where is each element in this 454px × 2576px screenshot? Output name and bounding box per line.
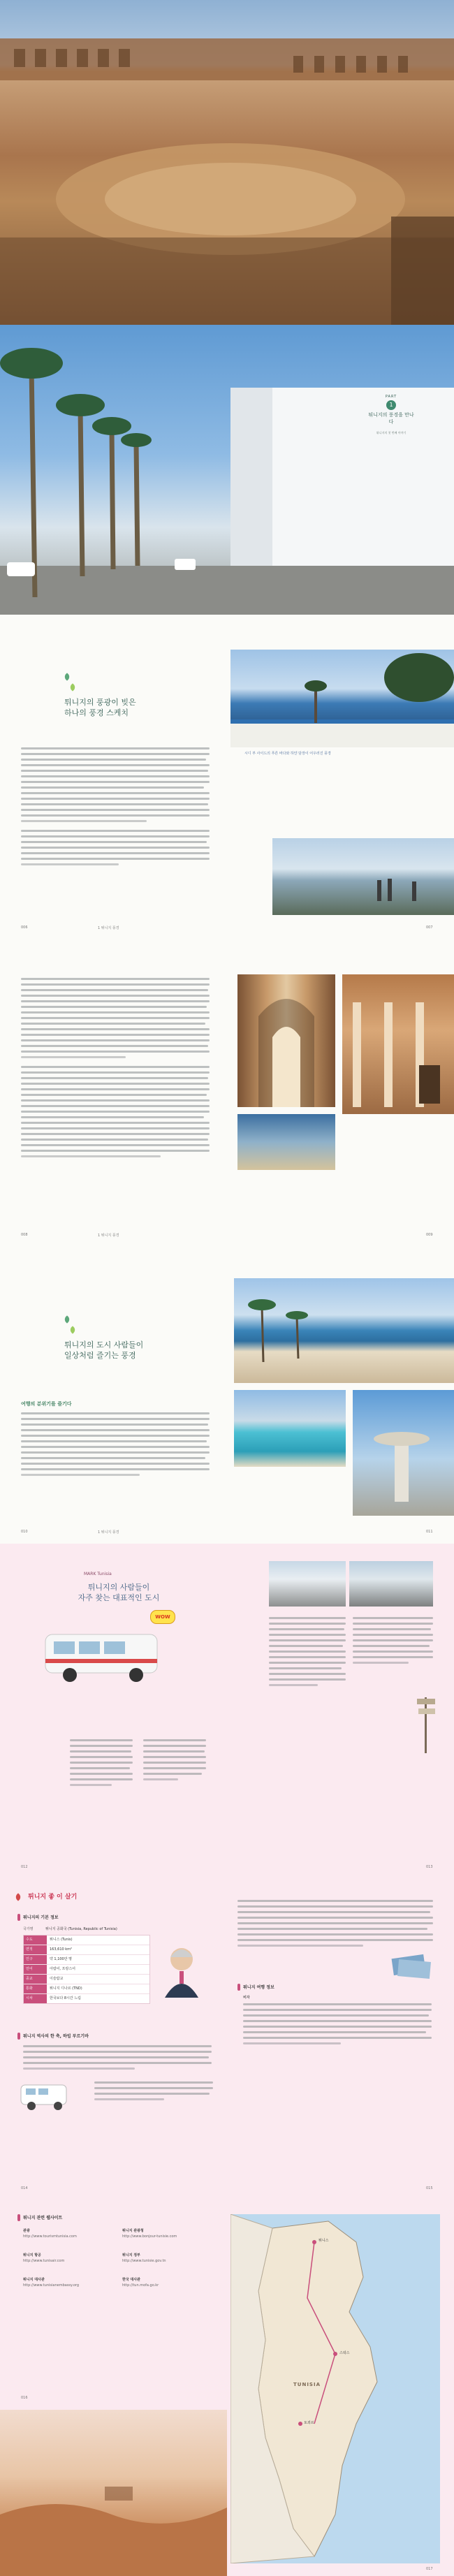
page-footer: 1 튀니지 풍경 [98,1530,119,1535]
box-title-bar [17,1914,20,1921]
link-item[interactable] [122,2253,213,2264]
column-hall-photo [342,974,454,1114]
section-heading [66,1582,171,1603]
link-url[interactable]: http://www.tunisair.com [23,2259,65,2263]
info-box-travel [237,1984,433,2068]
page-number: 009 [426,1233,433,1237]
page-number: 015 [426,2186,433,2190]
link-url[interactable]: http://www.tourismtunisia.com [23,2234,77,2239]
link-title: 튀니지 대사관 [23,2278,45,2282]
country-value: 튀니지 공화국 (Tunisia, Republic of Tunisia) [45,1927,117,1931]
spread-tunisia-info [0,1879,454,2200]
map-label: 튀니스 [318,2239,329,2243]
page-footer: 1 튀니지 풍경 [98,926,119,930]
link-title: 관광 [23,2229,30,2233]
link-title: 튀니지 항공 [23,2253,41,2257]
link-url[interactable]: http://www.tunisie.gov.tn [122,2259,166,2263]
info-value: 약 1,100만 명 [50,1957,72,1961]
chapter-number: 1 [386,400,396,410]
section-title: 튀니지 좋 이 살기 [28,1894,78,1901]
map-label: 토죄르 [304,2421,314,2425]
info-key: 통화 [24,1984,47,1993]
map-country-label: TUNISIA [293,2382,321,2387]
wow-bubble [150,1610,175,1624]
info-value: 163,610 km² [50,1947,73,1952]
section-heading [64,697,136,718]
link-item[interactable] [122,2228,213,2239]
chapter-badge [367,395,416,435]
spread-resort [0,1250,454,1544]
spread-links-map [0,2200,454,2576]
portrait-illustration [161,1942,203,1998]
box-title: 튀니지 관련 웹사이트 [23,2216,63,2220]
heading-line: 튀니지의 도시 사람들이 [64,1340,144,1349]
desert-photo [0,2410,227,2576]
info-key: 종교 [24,1975,47,1984]
page-number: 010 [21,1530,28,1534]
money-illustration [391,1952,433,1980]
link-url[interactable]: http://www.bonjour-tunisie.com [122,2234,177,2239]
info-value: 아랍어, 프랑스어 [50,1967,75,1971]
page-number: 011 [426,1530,433,1534]
link-title: 튀니지 정부 [122,2253,140,2257]
info-key: 시차 [24,1994,47,2003]
page-number: 014 [21,2186,28,2190]
page-footer: 1 튀니지 풍경 [98,1234,119,1238]
leaf-icon [63,1315,71,1323]
spread-chapter-opener [0,325,454,615]
bus-station-photo-2 [349,1561,433,1607]
page-number: 013 [426,1865,433,1869]
link-title: 튀니지 관광청 [122,2229,144,2233]
bus-station-photo-1 [269,1561,346,1607]
link-url[interactable]: http://www.tunisianembassy.org [23,2283,80,2288]
spread-landscape-sketch [0,615,454,936]
info-value: 이슬람교 [50,1977,64,1981]
info-value: 튀니스 (Tunis) [50,1938,73,1942]
chapter-title: 튀니지의 풍경을 만나다 [368,412,414,425]
leaf-icon [68,683,76,691]
arch-corridor-photo [237,974,335,1107]
box-title: 튀니지 여행 정보 [243,1985,274,1990]
map-label: 스팍스 [339,2351,350,2355]
info-key: 인구 [24,1955,47,1964]
link-url[interactable]: http://tun.mofa.go.kr [122,2283,159,2288]
page-number: 006 [21,925,28,930]
leaf-icon [63,673,71,680]
chapter-label: PART [385,395,397,399]
heading-line: 자주 찾는 대표적인 도시 [78,1593,160,1602]
box-title-bar [237,1984,240,1991]
coast-people-photo [272,838,454,915]
link-item[interactable] [23,2228,114,2239]
photo-caption: 시디 부 사이드의 푸른 바다와 하얀 담장이 어우러진 풍경 [244,752,331,756]
info-box-basic [17,1914,213,2026]
palm-street-photo [0,325,454,615]
heading-line: 일상처럼 즐기는 풍경 [64,1351,136,1360]
page-number: 008 [21,1233,28,1237]
leaf-icon [14,1893,22,1901]
page-number: 012 [21,1865,28,1869]
info-key: 면적 [24,1945,47,1954]
signpost-illustration [416,1690,437,1753]
info-table [23,1935,150,2004]
minibus-illustration [38,1620,171,1687]
box-title: 튀니지의 기본 정보 [23,1915,59,1920]
bus-illustration [17,2078,73,2113]
info-box-links [17,2214,213,2340]
leaf-icon [68,1326,76,1333]
box-title-bar [17,2033,20,2040]
page-number: 016 [21,2396,28,2400]
link-item[interactable] [122,2277,213,2288]
link-title: 한국 대사관 [122,2278,140,2282]
beach-promenade-photo [234,1278,454,1383]
page-number: 017 [426,2567,433,2571]
fountain-photo [353,1390,454,1516]
chapter-subtitle: 튀니지의 첫 번째 이야기 [376,431,407,434]
el-jem-amphitheatre-photo [0,0,454,325]
tunisia-map [230,2214,440,2563]
country-label: 국가명 [23,1927,34,1931]
link-item[interactable] [23,2253,114,2264]
box-title-bar [17,2214,20,2221]
sidi-bou-said-photo [230,650,454,747]
box-title: 튀니지 역사의 한 축, 하빕 부르기바 [23,2034,89,2039]
section-tag: MARK Tunisia [84,1572,112,1576]
wow-text: WOW [155,1614,170,1620]
info-box-history [17,2033,213,2116]
spread-el-jem [0,0,454,325]
info-value: 한국보다 8시간 느림 [50,1996,82,2000]
mosaic-interior-photo [237,1114,335,1170]
info-key: 언어 [24,1965,47,1974]
heading-line: 하나의 풍경 스케치 [64,708,129,717]
page-number: 007 [426,925,433,930]
link-item[interactable] [23,2277,114,2288]
heading-line: 튀니지의 사람들이 [87,1583,150,1592]
heading-line: 튀니지의 풍광이 빚은 [64,698,136,707]
section-heading [64,1340,143,1361]
resort-pool-photo [234,1390,346,1467]
spread-mosque [0,936,454,1250]
subheading: 여행의 분위기를 즐기다 [21,1401,72,1407]
spread-city-bus [0,1544,454,1879]
box-subtitle: 비자 [243,1996,250,2000]
info-key: 수도 [24,1935,47,1945]
info-value: 튀니지 디나르 (TND) [50,1986,82,1991]
